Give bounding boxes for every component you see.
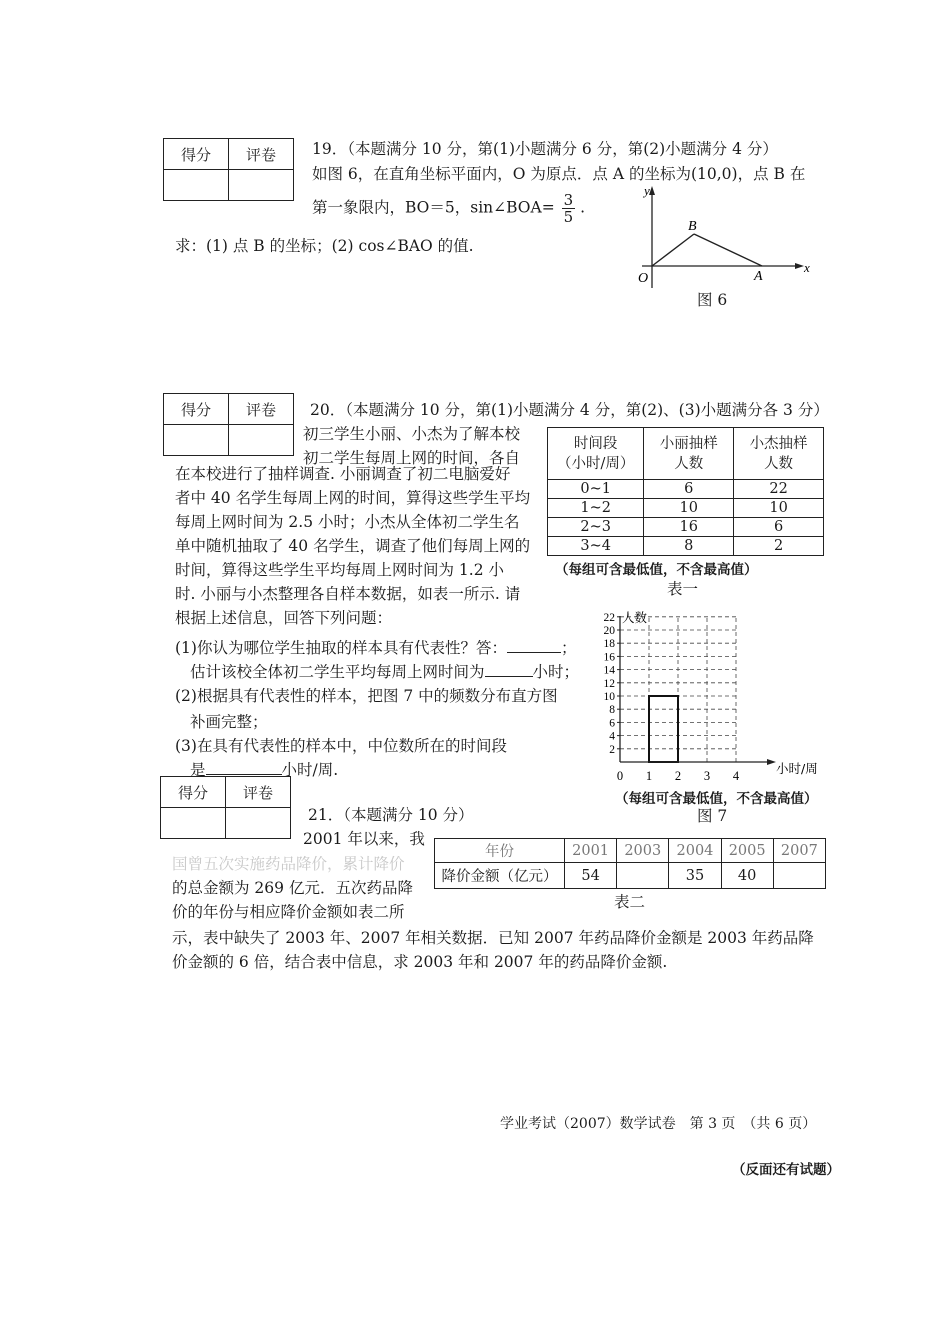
y-label: y — [644, 183, 650, 198]
table-row — [548, 480, 824, 499]
table2-year-label: 年份 — [435, 839, 565, 863]
q20-line-9: 根据上述信息，回答下列问题： — [175, 609, 393, 627]
score-label: 得分 — [161, 777, 226, 808]
answer-blank[interactable] — [485, 676, 533, 677]
y-tick-label: 10 — [603, 691, 615, 703]
q21-line-2: 国曾五次实施药品降价，累计降价 — [172, 855, 405, 873]
x-tick-label: 1 — [645, 769, 653, 783]
q20-q1a: (1)你认为哪位学生抽取的样本具有代表性？答： ； — [175, 639, 577, 657]
x-label: x — [804, 260, 810, 275]
q20-q1b: 估计该校全体初二学生平均每周上网时间为 小时； — [190, 663, 580, 681]
y-label: 人数 — [622, 610, 648, 625]
q20-line-7: 时间，算得这些学生平均每周上网时间为 1.2 小 — [175, 561, 505, 579]
q21-line-1: 2001 年以来，我 — [303, 830, 425, 848]
q21-line-6: 价金额的 6 倍，结合表中信息，求 2003 年和 2007 年的药品降价金额. — [172, 953, 668, 971]
table2-amount: 40 — [721, 863, 773, 889]
table1-cell: 2~3 — [548, 518, 644, 537]
figure7-caption: 图 7 — [697, 807, 728, 825]
table1-cell: 10 — [644, 499, 734, 518]
grader-label: 评卷 — [229, 139, 294, 170]
y-tick-label: 20 — [603, 625, 615, 637]
table2-year: 2001 — [564, 839, 616, 863]
score-label: 得分 — [164, 394, 229, 425]
q21-header: 21．（本题满分 10 分） — [308, 806, 474, 824]
q21-line-3: 的总金额为 269 亿元．五次药品降 — [172, 879, 413, 897]
q20-q2b: 补画完整； — [190, 713, 268, 731]
answer-blank[interactable] — [206, 774, 282, 775]
q20-q3b: 是 小时/周. — [190, 761, 339, 779]
segment-ba — [694, 234, 762, 266]
q19-header: 19．（本题满分 10 分，第(1)小题满分 6 分，第(2)小题满分 4 分） — [312, 140, 778, 158]
grader-label: 评卷 — [229, 394, 294, 425]
table2-year: 2004 — [669, 839, 721, 863]
table-row — [435, 839, 826, 863]
a-label: A — [754, 269, 763, 284]
table1-caption: 表一 — [667, 580, 699, 598]
y-tick-label: 16 — [603, 651, 615, 664]
q20-line-5: 每周上网时间为 2.5 小时；小杰从全体初二学生名 — [175, 513, 520, 531]
y-tick-label: 6 — [609, 717, 615, 730]
y-tick-label: 18 — [603, 638, 615, 651]
table1-cell: 3~4 — [548, 537, 644, 556]
score-cell — [164, 425, 229, 456]
grader-label: 评卷 — [226, 777, 291, 808]
fraction-3-5: $\frac{3}{5}$ — [563, 191, 574, 226]
score-cell — [161, 808, 226, 839]
table1-header-xiaoli: 小丽抽样 人数 — [644, 428, 734, 480]
footer-page-info: 学业考试（2007）数学试卷 第 3 页 （共 6 页） — [500, 1116, 817, 1132]
table1-note: （每组可含最低值，不含最高值） — [555, 562, 758, 578]
table1-cell: 8 — [644, 537, 734, 556]
table1-header-xiaojie: 小杰抽样 人数 — [734, 428, 824, 480]
q21-score-box — [160, 776, 291, 839]
q21-line-4: 价的年份与相应降价金额如表二所 — [172, 903, 405, 921]
table2-year: 2007 — [773, 839, 825, 863]
q20-line-1: 初三学生小丽、小杰为了解本校 — [303, 425, 521, 443]
y-tick-label: 14 — [603, 664, 615, 677]
grader-cell — [229, 170, 294, 201]
o-label: O — [638, 271, 649, 286]
y-tick-label: 12 — [603, 677, 615, 690]
table1-cell: 2 — [734, 537, 824, 556]
q20-q2a: (2)根据具有代表性的样本，把图 7 中的频数分布直方图 — [175, 687, 558, 705]
table-1 — [547, 427, 824, 556]
y-tick-label: 22 — [603, 611, 615, 624]
y-tick-label: 8 — [609, 704, 615, 717]
table1-cell: 10 — [734, 499, 824, 518]
table2-amount: 35 — [669, 863, 721, 889]
q20-line-3: 在本校进行了抽样调查. 小丽调查了初二电脑爱好 — [175, 465, 511, 483]
table-row — [548, 537, 824, 556]
b-label: B — [688, 219, 697, 234]
table-row — [435, 863, 826, 889]
histogram-bar-1~2 — [649, 696, 678, 762]
x-tick-label: 2 — [674, 769, 682, 783]
table2-year: 2003 — [617, 839, 669, 863]
table2-amount-label: 降价金额（亿元） — [435, 863, 565, 889]
x-axis-arrow — [795, 263, 804, 269]
table1-cell: 22 — [734, 480, 824, 499]
table2-amount — [773, 863, 825, 889]
table1-cell: 0~1 — [548, 480, 644, 499]
table1-cell: 6 — [644, 480, 734, 499]
grader-cell — [229, 425, 294, 456]
q20-line-2: 初二学生每周上网的时间，各自 — [303, 449, 521, 467]
q19-score-box — [163, 138, 294, 201]
q19-line2: 第一象限内，BO＝5，sin∠BOA= $\frac{3}{5}$ . — [312, 191, 586, 226]
q20-header: 20．（本题满分 10 分，第(1)小题满分 4 分，第(2)、(3)小题满分各 3 分） — [310, 401, 829, 419]
table2-year: 2005 — [721, 839, 773, 863]
x-tick-label: 0 — [616, 769, 624, 783]
grader-cell — [226, 808, 291, 839]
table1-cell: 6 — [734, 518, 824, 537]
q19-line1: 如图 6，在直角坐标平面内，O 为原点．点 A 的坐标为(10,0)，点 B 在 — [312, 165, 806, 183]
table1-cell: 1~2 — [548, 499, 644, 518]
table2-amount — [617, 863, 669, 889]
score-cell — [164, 170, 229, 201]
table-row — [548, 499, 824, 518]
figure-6 — [620, 180, 820, 290]
x-label: 小时/周 — [776, 761, 818, 776]
q20-line-8: 时. 小丽与小杰整理各自样本数据，如表一所示. 请 — [175, 585, 521, 603]
y-tick-label: 4 — [609, 730, 615, 743]
y-axis-arrow — [649, 186, 655, 195]
table1-cell: 16 — [644, 518, 734, 537]
figure-7-histogram — [590, 610, 830, 792]
q20-score-box — [163, 393, 294, 456]
table2-caption: 表二 — [614, 893, 646, 911]
q20-line-4: 者中 40 名学生每周上网的时间，算得这些学生平均 — [175, 489, 531, 507]
table1-header-time: 时间段 （小时/周） — [548, 428, 644, 480]
q20-line-6: 单中随机抽取了 40 名学生，调查了他们每周上网的 — [175, 537, 531, 555]
x-tick-label: 3 — [703, 769, 711, 783]
segment-ob — [652, 234, 694, 266]
footer-note: （反面还有试题） — [732, 1162, 840, 1178]
figure-6-caption: 图 6 — [697, 291, 728, 309]
score-label: 得分 — [164, 139, 229, 170]
figure7-note: （每组可含最低值，不含最高值） — [615, 791, 818, 807]
x-tick-label: 4 — [732, 769, 740, 783]
q19-ask: 求：(1) 点 B 的坐标；(2) cos∠BAO 的值. — [175, 237, 474, 255]
x-axis-arrow — [767, 759, 776, 765]
table-row — [548, 518, 824, 537]
table-2 — [434, 838, 826, 889]
y-tick-label: 2 — [609, 743, 615, 756]
q21-line-5: 示，表中缺失了 2003 年、2007 年相关数据．已知 2007 年药品降价金额是 2003 年药品降 — [172, 929, 814, 947]
answer-blank[interactable] — [507, 652, 561, 653]
q20-q3a: (3)在具有代表性的样本中，中位数所在的时间段 — [175, 737, 507, 755]
table2-amount: 54 — [564, 863, 616, 889]
